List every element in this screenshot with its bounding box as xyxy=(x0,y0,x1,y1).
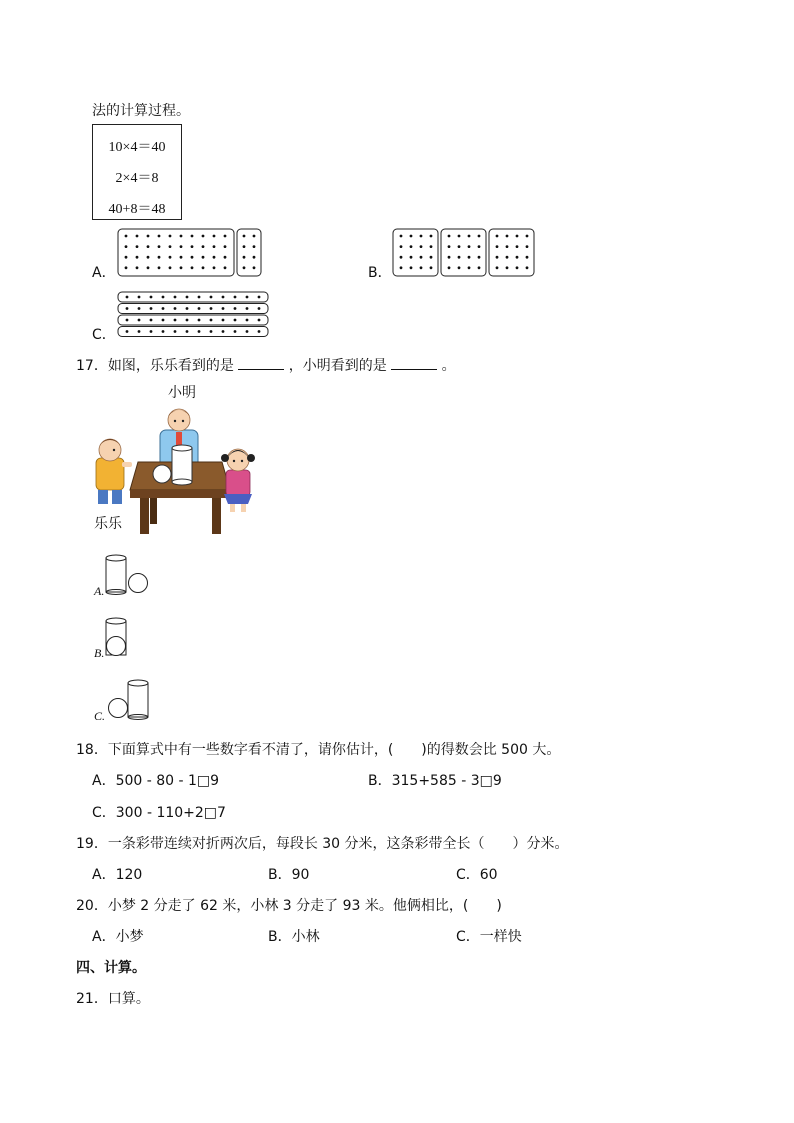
dot xyxy=(202,256,205,259)
dot xyxy=(174,296,177,299)
dot xyxy=(224,266,227,269)
q18-stem: 18．下面算式中有一些数字看不清了，请你估计，( )的得数会比 500 大。 xyxy=(76,742,561,758)
q21-stem: 21．口算。 xyxy=(76,991,150,1007)
dot xyxy=(410,256,413,259)
q17-stem-mid: ，小明看到的是 xyxy=(288,358,387,374)
q17-stem-end: 。 xyxy=(441,358,456,374)
q18-option-b[interactable]: B．315+585 - 3□9 xyxy=(368,773,502,789)
dot xyxy=(126,296,129,299)
label-lele: 乐乐 xyxy=(94,516,122,532)
dot xyxy=(180,266,183,269)
dot xyxy=(506,256,509,259)
dot xyxy=(224,256,227,259)
dot xyxy=(162,307,165,310)
dot xyxy=(420,235,423,238)
dot xyxy=(246,330,249,333)
dot xyxy=(234,319,237,322)
dot xyxy=(506,266,509,269)
dot xyxy=(496,235,499,238)
dot xyxy=(191,245,194,248)
q16-option-b-label: B． xyxy=(368,265,392,281)
q19-stem: 19．一条彩带连续对折两次后，每段长 30 分米，这条彩带全长（ ）分米。 xyxy=(76,836,569,852)
dot xyxy=(136,266,139,269)
dot xyxy=(202,235,205,238)
dot xyxy=(162,319,165,322)
dot xyxy=(136,245,139,248)
dot xyxy=(198,296,201,299)
dot xyxy=(478,266,481,269)
dot xyxy=(478,245,481,248)
q16-option-c-label: C． xyxy=(92,327,116,343)
ball-object-icon xyxy=(153,465,171,483)
boy-lele-icon xyxy=(96,439,132,504)
dot xyxy=(478,235,481,238)
dot xyxy=(400,235,403,238)
dot xyxy=(410,235,413,238)
dot xyxy=(125,245,128,248)
dot-row-3 xyxy=(118,315,268,325)
dot-array-b-figure xyxy=(392,228,535,278)
calc-line-1: 10×4＝40 xyxy=(108,140,166,155)
dot xyxy=(516,235,519,238)
dot xyxy=(468,256,471,259)
dot xyxy=(448,256,451,259)
dot xyxy=(253,245,256,248)
dot xyxy=(222,307,225,310)
dot xyxy=(468,235,471,238)
dot xyxy=(243,266,246,269)
dot xyxy=(126,307,129,310)
dot xyxy=(222,330,225,333)
dot xyxy=(468,245,471,248)
dot xyxy=(150,319,153,322)
calc-line-2: 2×4＝8 xyxy=(115,171,159,186)
q17-blank-lele[interactable] xyxy=(238,357,284,370)
dot xyxy=(162,330,165,333)
dot xyxy=(430,266,433,269)
q18-option-a[interactable]: A．500 - 80 - 1□9 xyxy=(92,773,220,789)
dot-row-2 xyxy=(118,304,268,314)
dot xyxy=(186,307,189,310)
dot xyxy=(224,235,227,238)
dot xyxy=(246,307,249,310)
dot xyxy=(526,266,529,269)
girl-icon xyxy=(221,449,255,512)
dot xyxy=(430,235,433,238)
dot xyxy=(234,307,237,310)
dot xyxy=(496,256,499,259)
dot xyxy=(448,266,451,269)
q17-stem xyxy=(76,357,456,375)
dot xyxy=(234,296,237,299)
dot xyxy=(222,319,225,322)
dot xyxy=(174,307,177,310)
dot xyxy=(169,256,172,259)
dot xyxy=(420,245,423,248)
dot xyxy=(526,256,529,259)
dot xyxy=(198,330,201,333)
dot xyxy=(158,266,161,269)
dot xyxy=(213,235,216,238)
option-a-cylinder-ball-icon xyxy=(104,554,150,596)
dot xyxy=(180,235,183,238)
dot xyxy=(147,256,150,259)
dot xyxy=(243,245,246,248)
dot xyxy=(210,319,213,322)
calc-line-3: 40+8＝48 xyxy=(108,202,166,217)
dot xyxy=(138,319,141,322)
dot xyxy=(496,245,499,248)
dot xyxy=(400,256,403,259)
dot xyxy=(458,266,461,269)
dot xyxy=(180,256,183,259)
dot xyxy=(258,319,261,322)
dot xyxy=(125,256,128,259)
dot xyxy=(253,235,256,238)
dot xyxy=(410,266,413,269)
dot xyxy=(213,256,216,259)
dot xyxy=(243,256,246,259)
dot xyxy=(516,245,519,248)
dot xyxy=(478,256,481,259)
q17-option-a-label: A. xyxy=(94,584,105,598)
dot-array-c-figure xyxy=(117,291,269,339)
q17-stem-pre: 17．如图，乐乐看到的是 xyxy=(76,358,234,374)
q20-stem: 20．小梦 2 分走了 62 米，小林 3 分走了 93 米。他俩相比，( ) xyxy=(76,898,502,914)
dot xyxy=(224,245,227,248)
dot xyxy=(158,245,161,248)
dot xyxy=(526,235,529,238)
dot xyxy=(526,245,529,248)
dot xyxy=(138,307,141,310)
dot xyxy=(246,319,249,322)
dot xyxy=(158,256,161,259)
dot xyxy=(420,256,423,259)
dot xyxy=(150,296,153,299)
dot xyxy=(202,245,205,248)
dot-group-2x4 xyxy=(237,229,261,276)
label-xiaoming: 小明 xyxy=(168,385,196,401)
dot xyxy=(258,330,261,333)
dot xyxy=(186,296,189,299)
dot xyxy=(191,266,194,269)
dot xyxy=(191,235,194,238)
option-c-ball-cylinder-icon xyxy=(106,679,152,721)
dot xyxy=(222,296,225,299)
dot xyxy=(174,319,177,322)
dot-row-4 xyxy=(118,327,268,337)
dot xyxy=(202,266,205,269)
dot xyxy=(213,266,216,269)
dot xyxy=(253,266,256,269)
cylinder-object-icon xyxy=(172,445,192,485)
dot xyxy=(506,245,509,248)
dot xyxy=(213,245,216,248)
dot xyxy=(169,245,172,248)
dot xyxy=(126,330,129,333)
q20-option-c[interactable]: C．一样快 xyxy=(456,929,522,945)
dot xyxy=(258,307,261,310)
dot xyxy=(458,245,461,248)
dot xyxy=(138,330,141,333)
dot xyxy=(400,245,403,248)
dot xyxy=(169,235,172,238)
q19-option-b[interactable]: B．90 xyxy=(268,867,310,883)
q17-blank-xiaoming[interactable] xyxy=(391,357,437,370)
dot xyxy=(246,296,249,299)
dot xyxy=(210,330,213,333)
option-b-cylinder-ball-icon xyxy=(104,617,132,659)
dot-row-1 xyxy=(118,292,268,302)
q16-option-a-label: A． xyxy=(92,265,116,281)
dot xyxy=(458,256,461,259)
section-heading-calculation: 四、计算。 xyxy=(76,960,146,976)
calc-process-box xyxy=(92,124,182,220)
dot xyxy=(210,307,213,310)
dot xyxy=(136,235,139,238)
dot xyxy=(191,256,194,259)
dot xyxy=(180,245,183,248)
q20-option-a[interactable]: A．小梦 xyxy=(92,929,144,945)
dot xyxy=(125,235,128,238)
dot xyxy=(243,235,246,238)
dot xyxy=(158,235,161,238)
dot xyxy=(430,256,433,259)
q20-option-b[interactable]: B．小林 xyxy=(268,929,320,945)
dot xyxy=(506,235,509,238)
q18-option-c[interactable]: C．300 - 110+2□7 xyxy=(92,805,226,821)
dot xyxy=(430,245,433,248)
dot xyxy=(458,235,461,238)
dot xyxy=(125,266,128,269)
q19-option-a[interactable]: A．120 xyxy=(92,867,143,883)
dot xyxy=(150,307,153,310)
dot xyxy=(162,296,165,299)
dot xyxy=(410,245,413,248)
dot xyxy=(126,319,129,322)
dot xyxy=(400,266,403,269)
dot xyxy=(147,266,150,269)
dot xyxy=(138,296,141,299)
dot xyxy=(516,256,519,259)
q17-option-b-label: B. xyxy=(94,646,105,660)
dot xyxy=(253,256,256,259)
dot xyxy=(174,330,177,333)
dot xyxy=(198,319,201,322)
q16-text-tail: 法的计算过程。 xyxy=(92,103,190,119)
dot xyxy=(234,330,237,333)
dot-group-10x4 xyxy=(118,229,234,276)
scene-illustration xyxy=(90,402,270,538)
dot xyxy=(210,296,213,299)
dot xyxy=(198,307,201,310)
dot xyxy=(150,330,153,333)
dot xyxy=(496,266,499,269)
q17-option-c-label: C. xyxy=(94,709,106,723)
dot xyxy=(448,235,451,238)
dot xyxy=(147,245,150,248)
dot xyxy=(468,266,471,269)
dot xyxy=(516,266,519,269)
dot xyxy=(186,330,189,333)
dot-array-a-figure xyxy=(117,228,263,278)
dot xyxy=(136,256,139,259)
dot xyxy=(420,266,423,269)
dot xyxy=(258,296,261,299)
dot xyxy=(448,245,451,248)
dot xyxy=(186,319,189,322)
dot xyxy=(147,235,150,238)
dot xyxy=(169,266,172,269)
q19-option-c[interactable]: C．60 xyxy=(456,867,498,883)
